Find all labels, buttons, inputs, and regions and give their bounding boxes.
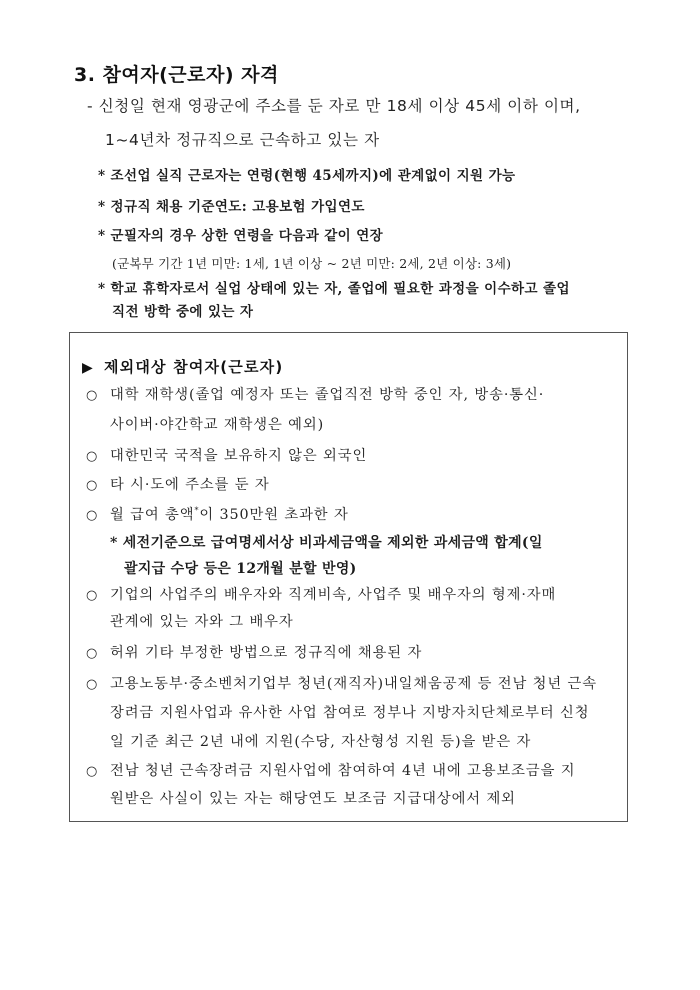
note-leave-of-absence: * 학교 휴학자로서 실업 상태에 있는 자, 졸업에 필요한 과정을 이수하고 졸업: [98, 281, 570, 297]
exclusion-item-prior-subsidy-cont: 원받은 사실이 있는 자는 해당연도 보조금 지급대상에서 제외: [110, 791, 516, 807]
item-text: 허위 기타 부정한 방법으로 정규직에 채용된 자: [110, 645, 423, 661]
circle-bullet-icon: ○: [86, 764, 99, 779]
circle-bullet-icon: ○: [86, 588, 99, 603]
exclusion-item-other-region: [86, 478, 270, 492]
exclusion-item-university-cont: 사이버·야간학교 재학생은 예외): [110, 417, 325, 433]
exclusion-title-text: 제외대상 참여자(근로자): [103, 358, 284, 376]
triangle-right-icon: ▶: [82, 360, 94, 376]
item-text: 대학 재학생(졸업 예정자 또는 졸업직전 방학 중인 자, 방송·통신·: [110, 387, 545, 403]
footnote-marker: *: [194, 506, 200, 515]
note-shipbuilding: * 조선업 실직 근로자는 연령(현행 45세까지)에 관계없이 지원 가능: [98, 168, 516, 184]
circle-bullet-icon: ○: [86, 646, 99, 661]
exclusion-item-similar-program: [86, 677, 597, 691]
item-text: 전남 청년 근속장려금 지원사업에 참여하여 4년 내에 고용보조금을 지: [110, 763, 576, 779]
item-text: 고용노동부·중소벤처기업부 청년(재직자)내일채움공제 등 전남 청년 근속: [110, 676, 597, 692]
item-text: 타 시·도에 주소를 둔 자: [110, 477, 270, 493]
note-hire-year: * 정규직 채용 기준연도: 고용보험 가입연도: [98, 199, 365, 215]
exclusion-item-prior-subsidy: [86, 764, 575, 778]
exclusion-item-salary: [86, 507, 349, 522]
circle-bullet-icon: ○: [86, 677, 99, 692]
eligibility-line-2: 1~4년차 정규직으로 근속하고 있는 자: [105, 131, 380, 149]
item-text: 월 급여 총액: [110, 506, 195, 523]
exclusion-item-similar-program-cont-1: 장려금 지원사업과 유사한 사업 참여로 정부나 지방자치단체로부터 신청: [110, 705, 590, 721]
exclusion-item-family: [86, 588, 556, 602]
note-military: * 군필자의 경우 상한 연령을 다음과 같이 연장: [98, 228, 384, 244]
eligibility-line-1: - 신청일 현재 영광군에 주소를 둔 자로 만 18세 이상 45세 이하 이며,: [87, 97, 581, 115]
circle-bullet-icon: ○: [86, 449, 99, 464]
exclusion-item-similar-program-cont-2: 일 기준 최근 2년 내에 지원(수당, 자산형성 지원 등)을 받은 자: [110, 734, 532, 750]
note-military-detail: (군복무 기간 1년 미만: 1세, 1년 이상 ~ 2년 미만: 2세, 2년 이상: 3세): [112, 256, 512, 271]
item-text: 기업의 사업주의 배우자와 직계비속, 사업주 및 배우자의 형제·자매: [110, 587, 557, 603]
circle-bullet-icon: ○: [86, 507, 99, 523]
section-title: 3. 참여자(근로자) 자격: [74, 64, 279, 86]
exclusion-title: [82, 360, 283, 375]
salary-footnote-cont: 괄지급 수당 등은 12개월 분할 반영): [124, 561, 357, 577]
exclusion-item-fraud: [86, 646, 422, 660]
item-text: 이 350만원 초과한 자: [199, 506, 349, 523]
item-text: 대한민국 국적을 보유하지 않은 외국인: [110, 448, 368, 464]
circle-bullet-icon: ○: [86, 478, 99, 493]
exclusion-item-university: [86, 388, 544, 402]
note-leave-of-absence-cont: 직전 방학 중에 있는 자: [112, 304, 254, 320]
exclusion-item-foreigner: [86, 449, 367, 463]
salary-footnote: * 세전기준으로 급여명세서상 비과세금액을 제외한 과세금액 합계(일: [110, 535, 543, 551]
circle-bullet-icon: ○: [86, 388, 99, 403]
exclusion-item-family-cont: 관계에 있는 자와 그 배우자: [110, 614, 294, 630]
